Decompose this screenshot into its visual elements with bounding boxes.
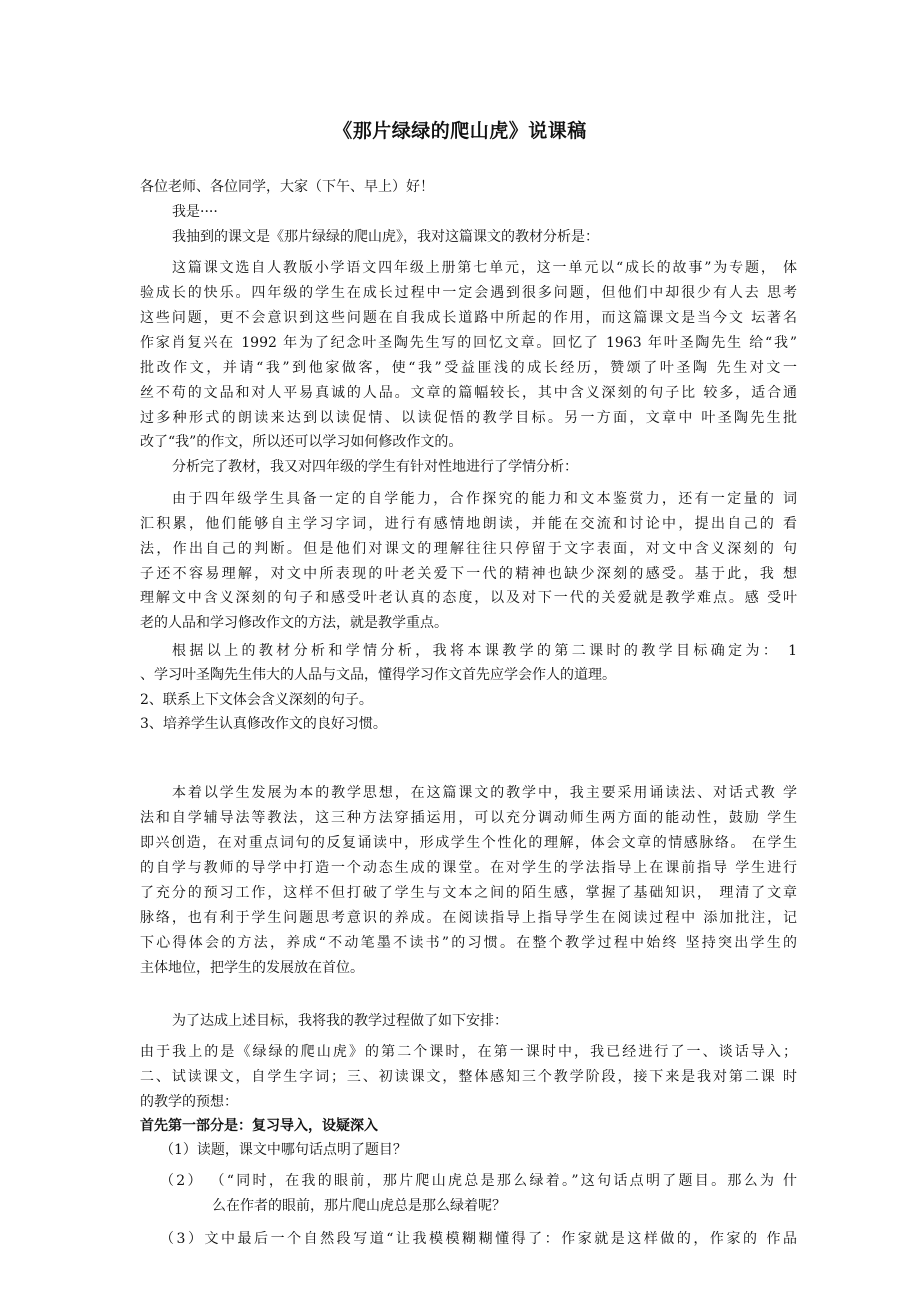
- goals-intro: 根据以上的教材分析和学情分析，我将本课教学的第二课时的教学目标确定为： 1: [172, 643, 797, 659]
- paragraph-line: 主体地位，把学生的发展放在首位。: [140, 960, 364, 976]
- paragraph-line: 由于四年级学生具备一定的自学能力，合作探究的能力和文本鉴赏力，还有一定量的 词: [172, 491, 797, 507]
- paragraph-line: 的自学与教师的导学中打造一个动态生成的课堂。在对学生的学法指导上在课前指导 学生进行: [140, 860, 797, 876]
- paragraph-line: 法，作出自己的判断。但是他们对课文的理解往往只停留于文字表面，对文中含义深刻的 句: [140, 541, 797, 557]
- goal-item: 、学习叶圣陶先生伟大的人品与文品，懂得学习作文首先应学会作人的道理。: [140, 667, 616, 683]
- section-item-continuation: 么在作者的眼前，那片爬山虎总是那么绿着呢？: [212, 1198, 506, 1214]
- paragraph-line: 子还不容易理解，对文中所表现的叶老关爱下一代的精神也缺少深刻的感受。基于此，我 想: [140, 566, 797, 582]
- paragraph-line: 作家肖复兴在 1992 年为了纪念叶圣陶先生写的回忆文章。回忆了 1963 年叶圣陶先生 给“我”: [140, 335, 797, 351]
- paragraph-line: 验成长的快乐。四年级的学生在成长过程中一定会遇到很多问题，但他们中却很少有人去 思考: [140, 285, 797, 301]
- paragraph-line: 过多种形式的朗读来达到以读促情、以读促悟的教学目标。另一方面，文章中 叶圣陶先生批: [140, 410, 797, 426]
- section-item: （1）读题，课文中哪句话点明了题目？: [160, 1142, 407, 1158]
- goal-item: 3、培养学生认真修改作文的良好习惯。: [140, 716, 387, 732]
- paragraph-line: 丝不苟的文品和对人平易真诚的人品。文章的篇幅较长，其中含义深刻的句子比 较多，适合通: [140, 385, 797, 401]
- goal-item: 2、联系上下文体会含义深刻的句子。: [140, 692, 373, 708]
- intro-name: 我是····: [172, 204, 218, 220]
- section-heading: 首先第一部分是：复习导入，设疑深入: [140, 1118, 378, 1134]
- paragraph-line: 下心得体会的方法，养成“不动笔墨不读书”的习惯。在整个教学过程中始终 坚持突出学生的: [140, 935, 797, 951]
- paragraph-line: 理解文中含义深刻的句子和感受叶老认真的态度，以及对下一代的关爱就是教学难点。感 受叶: [140, 590, 797, 606]
- paragraph-line: 这篇课文选自人教版小学语文四年级上册第七单元，这一单元以“成长的故事”为专题， 体: [172, 260, 797, 276]
- paragraph-line: 的教学的预想：: [140, 1094, 238, 1110]
- document-title: 《那片绿绿的爬山虎》说课稿: [333, 120, 587, 142]
- paragraph-line: 了充分的预习工作，这样不但打破了学生与文本之间的陌生感，掌握了基础知识， 理清了文章: [140, 885, 797, 901]
- process-intro: 为了达成上述目标，我将我的教学过程做了如下安排：: [172, 1013, 508, 1029]
- paragraph-line: 由于我上的是《绿绿的爬山虎》的第二个课时，在第一课时中，我已经进行了一、谈话导入；: [140, 1044, 797, 1060]
- greeting: 各位老师、各位同学，大家（下午、早上）好！: [140, 179, 434, 195]
- intro-lesson: 我抽到的课文是《那片绿绿的爬山虎》，我对这篇课文的教材分析是：: [172, 229, 599, 245]
- student-analysis-intro: 分析完了教材，我又对四年级的学生有针对性地进行了学情分析：: [172, 459, 578, 475]
- section-item: （3）文中最后一个自然段写道“让我模模糊糊懂得了：作家就是这样做的，作家的 作品: [160, 1231, 797, 1247]
- paragraph-line: 改了“我”的作文，所以还可以学习如何修改作文的。: [140, 434, 463, 450]
- paragraph-line: 二、试读课文，自学生字词；三、初读课文，整体感知三个教学阶段，接下来是我对第二课 时: [140, 1069, 797, 1085]
- paragraph-line: 本着以学生发展为本的教学思想，在这篇课文的教学中，我主要采用诵读法、对话式教 学: [172, 785, 797, 801]
- paragraph-line: 汇积累，他们能够自主学习字词，进行有感情地朗读，并能在交流和讨论中，提出自己的 看: [140, 516, 797, 532]
- section-item: （2） （“同时，在我的眼前，那片爬山虎总是那么绿着。”这句话点明了题目。那么为 什: [160, 1173, 797, 1189]
- paragraph-line: 批改作文，并请“我”到他家做客，使“我”受益匪浅的成长经历，赞颂了叶圣陶 先生对文一: [140, 360, 797, 376]
- paragraph-line: 这些问题，更不会意识到这些问题在自我成长道路中所起的作用，而这篇课文是当今文 坛著名: [140, 310, 797, 326]
- paragraph-line: 老的人品和学习修改作文的方法，就是教学重点。: [140, 615, 448, 631]
- paragraph-line: 法和自学辅导法等教法，这三种方法穿插运用，可以充分调动师生两方面的能动性，鼓励 学生: [140, 810, 797, 826]
- paragraph-line: 即兴创造，在对重点词句的反复诵读中，形成学生个性化的理解，体会文章的情感脉络。 在学生: [140, 835, 797, 851]
- paragraph-line: 脉络，也有利于学生问题思考意识的养成。在阅读指导上指导学生在阅读过程中 添加批注，记: [140, 910, 797, 926]
